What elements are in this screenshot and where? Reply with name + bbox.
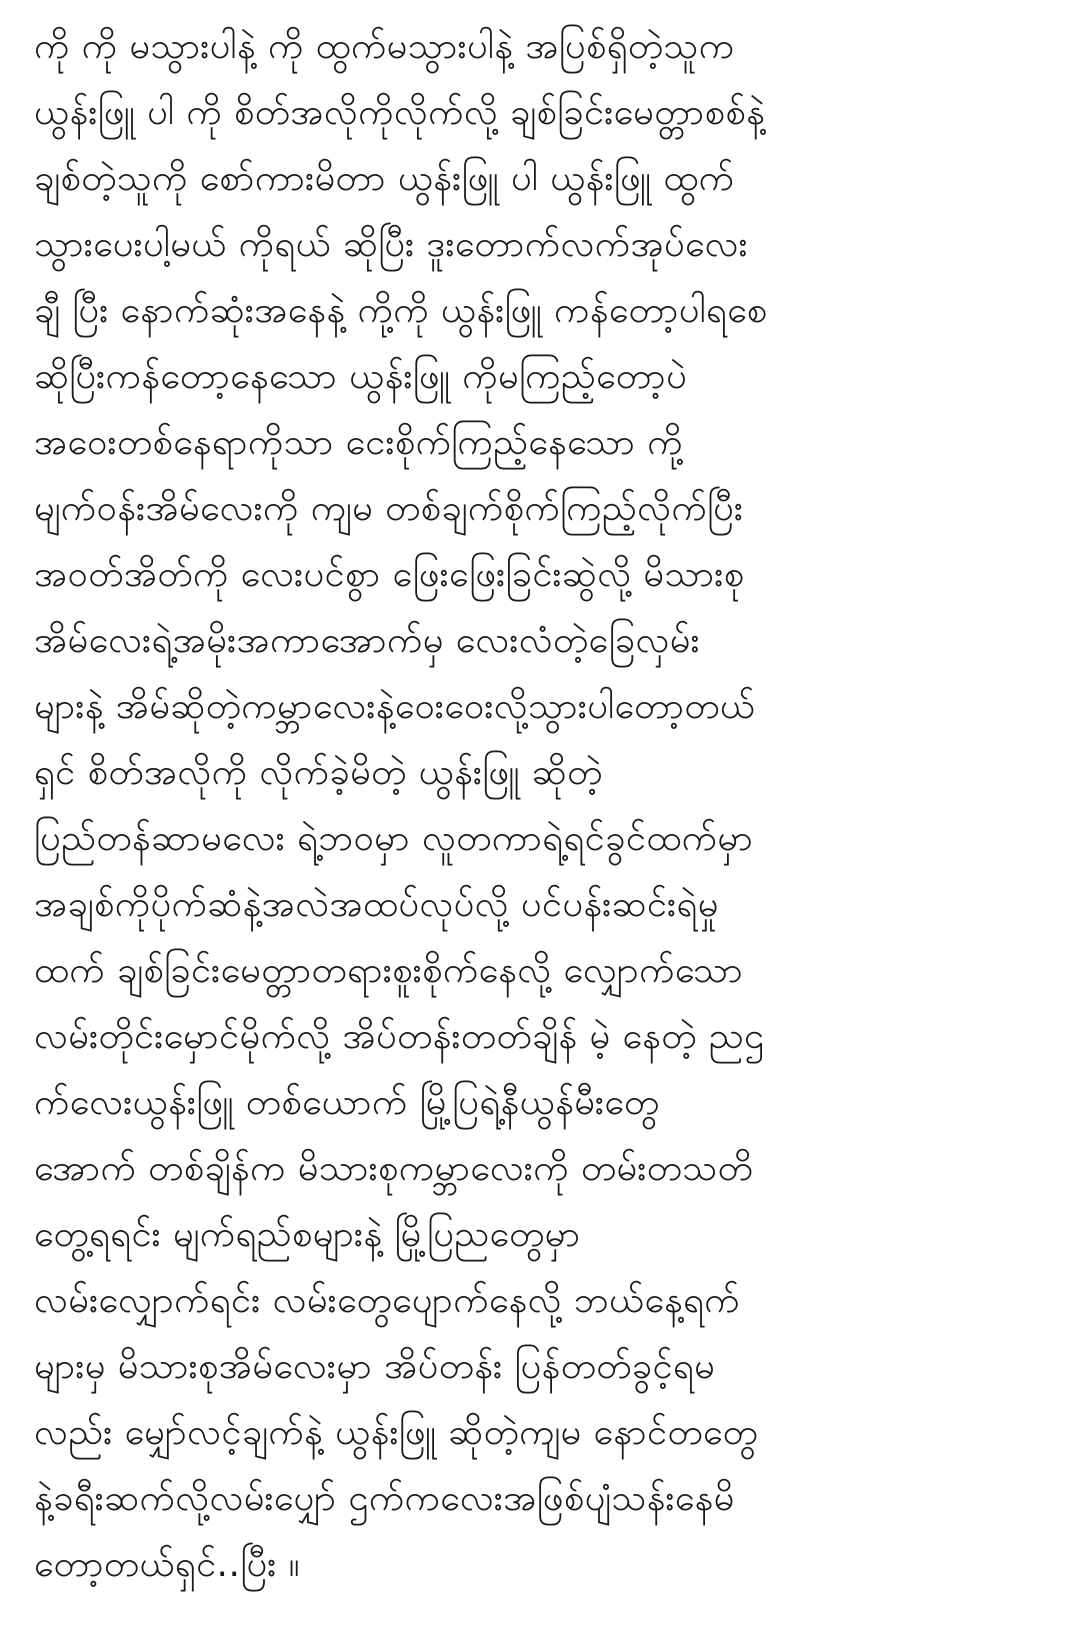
text-line: ပြည်တန်ဆာမလေး ရဲ့ဘဝမှာ လူတကာရဲ့ရင်ခွင်ထက်မှာ xyxy=(34,818,754,859)
story-text-body xyxy=(34,14,1054,1598)
text-line: တွေ့ရရင်း မျက်ရည်စများနဲ့ မြို့ပြညတွေမှာ xyxy=(34,1214,581,1255)
text-line: မျက်ဝန်းအိမ်လေးကို ကျမ တစ်ချက်စိုက်ကြည့်လိုက်ပြီး xyxy=(34,488,744,529)
text-line: ဆိုပြီးကန်တော့နေသော ယွန်းဖြူ ကိုမကြည့်တော့ပဲ xyxy=(34,356,688,397)
text-line: သွားပေးပါ့မယ် ကိုရယ် ဆိုပြီး ဒူးတောက်လက်အုပ်လေး xyxy=(34,224,748,265)
text-line: လည်း မျှော်လင့်ချက်နဲ့ ယွန်းဖြူ ဆိုတဲ့ကျမ နောင်တတွေ xyxy=(34,1412,759,1453)
text-line: အချစ်ကိုပိုက်ဆံနဲ့အလဲအထပ်လုပ်လို့ ပင်ပန်းဆင်းရဲမှု xyxy=(34,884,719,925)
text-line: များနဲ့ အိမ်ဆိုတဲ့ကမ္ဘာလေးနဲ့ဝေးဝေးလို့သွားပါတော့တယ် xyxy=(34,686,756,727)
text-line: တော့တယ်ရှင်..ပြီး ။ xyxy=(34,1544,300,1585)
text-line: အဝေးတစ်နေရာကိုသာ ငေးစိုက်ကြည့်နေသော ကို့ xyxy=(34,422,683,463)
text-line: ကို ကို မသွားပါနဲ့ ကို ထွက်မသွားပါနဲ့ အပြစ်ရှိတဲ့သူက xyxy=(34,26,735,67)
text-line: ယွန်းဖြူ ပါ ကို စိတ်အလိုကိုလိုက်လို့ ချစ်ခြင်းမေတ္တာစစ်နဲ့ xyxy=(34,92,766,133)
text-line: နဲ့ခရီးဆက်လို့လမ်းပျှော် ဌက်ကလေးအဖြစ်ပျံသန်းနေမိ xyxy=(34,1478,735,1519)
text-line: အဝတ်အိတ်ကို လေးပင်စွာ ဖြေးဖြေးခြင်းဆွဲလို့ မိသားစု xyxy=(34,554,745,595)
text-line: လမ်းလျှောက်ရင်း လမ်းတွေပျောက်နေလို့ ဘယ်နေ့ရက် xyxy=(34,1280,741,1321)
text-line: များမှ မိသားစုအိမ်လေးမှာ အိပ်တန်း ပြန်တတ်ခွင့်ရမ xyxy=(34,1346,716,1387)
text-line: ချစ်တဲ့သူကို စော်ကားမိတာ ယွန်းဖြူ ပါ ယွန်းဖြူ ထွက် xyxy=(34,158,735,199)
text-line: လမ်းတိုင်းမှောင်မိုက်လို့ အိပ်တန်းတတ်ချိန် မဲ့ နေတဲ့ ညဌ xyxy=(34,1016,765,1057)
text-line: ချီ ပြီး နောက်ဆုံးအနေနဲ့ ကို့ကို ယွန်းဖြူ ကန်တော့ပါရစေ xyxy=(34,290,768,331)
text-line: အောက် တစ်ချိန်က မိသားစုကမ္ဘာလေးကို တမ်းတသတိ xyxy=(34,1148,754,1189)
text-line: ရှင် စိတ်အလိုကို လိုက်ခဲ့မိတဲ့ ယွန်းဖြူ ဆိုတဲ့ xyxy=(34,752,603,793)
text-line: ထက် ချစ်ခြင်းမေတ္တာတရားစူးစိုက်နေလို့ လျှောက်သော xyxy=(34,950,744,991)
text-line: က်လေးယွန်းဖြူ တစ်ယောက် မြို့ပြရဲ့နီယွန်မီးတွေ xyxy=(34,1082,660,1123)
text-line: အိမ်လေးရဲ့အမိုးအကာအောက်မှ လေးလံတဲ့ခြေလှမ်း xyxy=(34,620,701,661)
